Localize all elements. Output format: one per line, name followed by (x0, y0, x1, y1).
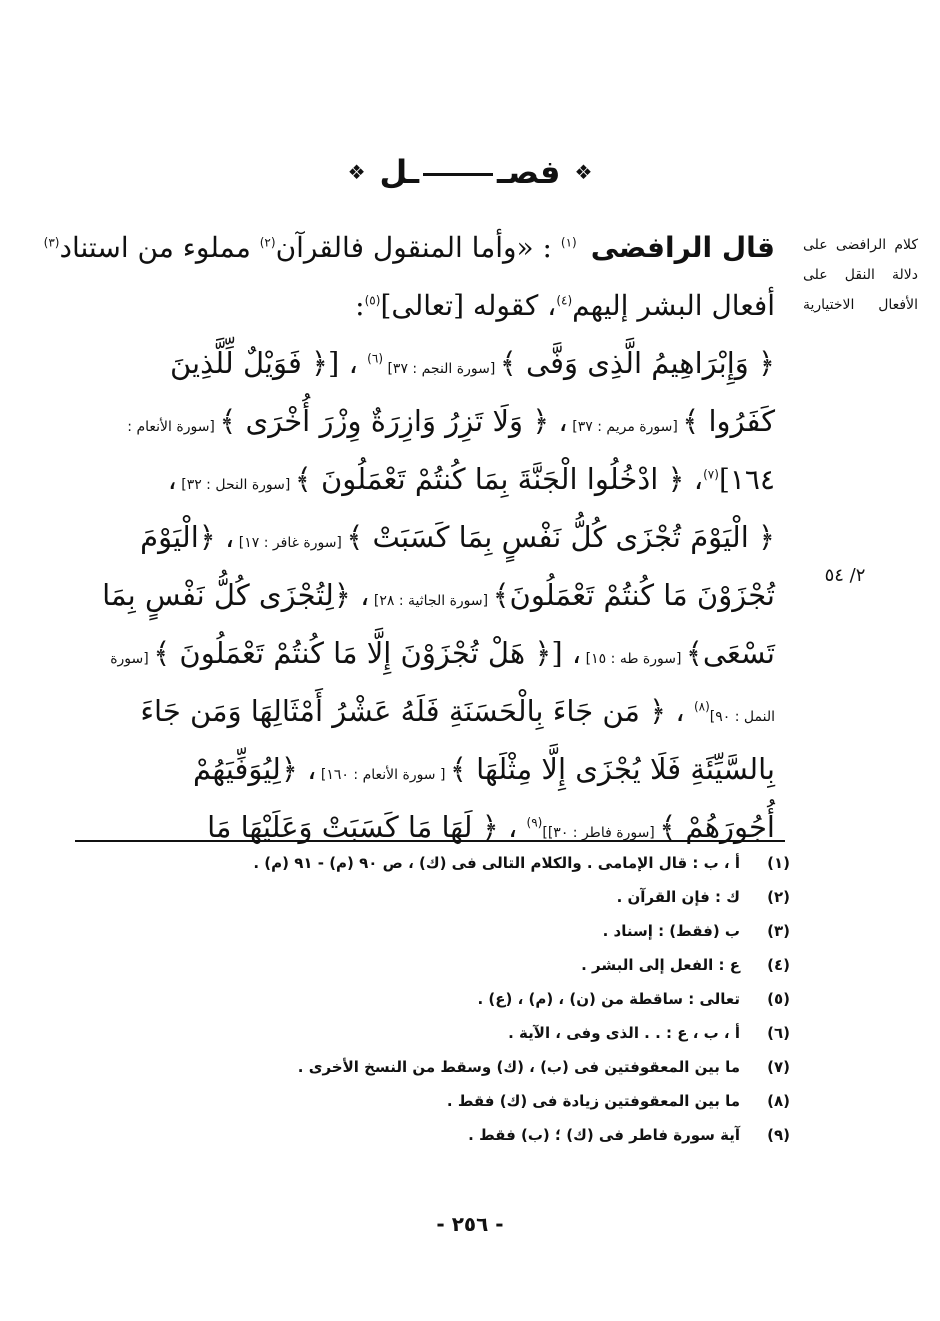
quran-verse: ، ﴿ ادْخُلُوا الْجَنَّةَ بِمَا كُنتُمْ تَعْمَلُونَ ﴾ (294, 462, 704, 496)
footnote-number: (٥) (767, 990, 790, 1008)
footnote-item (100, 948, 790, 982)
text-span: أفعال البشر إليهم (572, 288, 775, 322)
quran-verse: ، [﴿ فَوَيْلٌ لِّلَّذِينَ (169, 346, 368, 380)
footnote-text: أ ، ب : قال الإمامى . والكلام التالى فى (ك) ، ص ٩٠ (م) - ٩١ (م) . (253, 854, 740, 872)
margin-note: كلام الرافضى على دلالة النقل على الأفعال الاختيارية (803, 237, 918, 313)
footnote-number: (٤) (767, 956, 790, 974)
footnote-marker: (٨) (693, 699, 710, 714)
verse-reference: [سورة النحل : ٣٢] (176, 477, 295, 493)
footnote-marker: (٩) (526, 815, 543, 830)
quran-verse: ، [﴿ هَلْ تُجْزَوْنَ إِلَّا مَا كُنتُمْ تَعْمَلُونَ ﴾ (153, 636, 582, 670)
footnote-marker: (١) (560, 235, 577, 250)
margin-page-reference: ٢/ ٥٤ (824, 565, 866, 586)
speaker-label: قال الرافضى (590, 230, 775, 264)
text-line (85, 566, 775, 624)
quran-verse: تَسْعَى﴾ (685, 636, 775, 670)
section-title: فصــل (379, 153, 561, 191)
footnote-marker: (٥) (364, 293, 381, 308)
quran-verse: ، ﴿الْيَوْمَ (140, 520, 235, 554)
ornament-right-icon: ❖ (574, 160, 593, 184)
text-span: : «وأما المنقول فالقرآن (275, 230, 561, 264)
verse-reference: [سورة طه : ١٥] (581, 651, 686, 667)
footnote-marker: (٢) (259, 235, 276, 250)
footnote-item (100, 914, 790, 948)
footnote-text: أ ، ب ، ع : . . الذى وفى ، الآية . (508, 1024, 740, 1042)
footnote-marker: (٤) (556, 293, 573, 308)
footnote-number: (٦) (767, 1024, 790, 1042)
text-line (85, 276, 775, 334)
quran-verse: أُجُورَهُمْ ﴾ (659, 810, 775, 844)
text-span: مملوء من استناد (59, 230, 260, 264)
footnote-item (100, 846, 790, 880)
quran-verse: ، ﴿ مَن جَاءَ بِالْحَسَنَةِ فَلَهُ عَشْرُ أَمْثَالِهَا وَمَن جَاءَ (140, 694, 694, 728)
text-line (85, 508, 775, 566)
verse-reference: [سورة (110, 651, 154, 667)
verse-reference: [سورة الأنعام : (127, 419, 220, 435)
verse-reference: [سورة الجاثية : ٢٨] (369, 593, 493, 609)
main-text (43, 218, 775, 856)
ornament-left-icon: ❖ (347, 160, 366, 184)
footnote-text: تعالى : ساقطة من (ن) ، (م) ، (ع) . (477, 990, 740, 1008)
verse-reference: [سورة فاطر : ٣٠]] (542, 825, 660, 841)
text-line (85, 334, 775, 392)
footnote-item (100, 1050, 790, 1084)
quran-verse: تُجْزَوْنَ مَا كُنتُمْ تَعْمَلُونَ﴾ (492, 578, 775, 612)
text-line (85, 392, 775, 450)
footnotes (100, 846, 790, 1152)
text-line (85, 740, 775, 798)
footnote-number: (٧) (767, 1058, 790, 1076)
verse-reference: [سورة مريم : ٣٧] (567, 419, 683, 435)
verse-reference: [ سورة الأنعام : ١٦٠] (316, 767, 450, 783)
footnote-number: (٨) (767, 1092, 790, 1110)
quran-verse: ﴿ الْيَوْمَ تُجْزَى كُلُّ نَفْسٍ بِمَا كَسَبَتْ ﴾ (346, 520, 775, 554)
quran-verse: ، ﴿ وَلَا تَزِرُ وَازِرَةٌ وِزْرَ أُخْرَى ﴾ (219, 404, 568, 438)
footnote-marker: (٧) (703, 467, 719, 482)
quran-verse: كَفَرُوا ﴾ (682, 404, 775, 438)
quran-verse: ﴿ وَإِبْرَاهِيمُ الَّذِى وَفَّى ﴾ (499, 346, 775, 380)
footnote-text: ما بين المعقوفتين فى (ب) ، (ك) وسقط من النسخ الأخرى . (297, 1058, 740, 1076)
footnote-number: (٣) (767, 922, 790, 940)
footnote-item (100, 880, 790, 914)
footnote-text: ب (فقط) : إسناد . (602, 922, 740, 940)
footnote-text: ك : فإن القرآن . (616, 888, 740, 906)
footnote-marker: (٦) (367, 351, 383, 366)
footnote-text: ع : الفعل إلى البشر . (581, 956, 740, 974)
text-line (85, 450, 775, 508)
text-line (85, 682, 775, 740)
text-span: : (355, 288, 365, 322)
footnote-item (100, 982, 790, 1016)
text-span: ، كقوله [تعالى] (380, 288, 557, 322)
footnote-marker: (٣) (43, 235, 60, 250)
footnote-item (100, 1084, 790, 1118)
footnote-item (100, 1118, 790, 1152)
verse-reference: [سورة النجم : ٣٧] (383, 361, 500, 377)
footnote-text: ما بين المعقوفتين زيادة فى (ك) فقط . (446, 1092, 740, 1110)
text-line (85, 624, 775, 682)
quran-verse: بِالسَّيِّئَةِ فَلَا يُجْزَى إِلَّا مِثْلَهَا ﴾ (449, 752, 775, 786)
footnote-number: (٩) (767, 1126, 790, 1144)
text-line (43, 218, 775, 276)
section-heading (0, 150, 940, 194)
text-span: ، (167, 463, 177, 496)
quran-verse: ، ﴿لِتُجْزَى كُلُّ نَفْسٍ بِمَا (102, 578, 370, 612)
quran-verse: ، ﴿لِيُوَفِّيَهُمْ (193, 752, 317, 786)
footnote-item (100, 1016, 790, 1050)
text-span: ١٦٤] (718, 463, 775, 496)
footnote-number: (٢) (767, 888, 790, 906)
verse-reference: [سورة غافر : ١٧] (234, 535, 347, 551)
footnote-number: (١) (767, 854, 790, 872)
page-number: - ٢٥٦ - (436, 1212, 504, 1236)
footnote-text: آية سورة فاطر فى (ك) ؛ (ب) فقط . (468, 1126, 740, 1144)
verse-reference: النمل : ٩٠] (709, 709, 775, 725)
footnote-divider (75, 840, 785, 842)
quran-verse: ، ﴿ لَهَا مَا كَسَبَتْ وَعَلَيْهَا مَا (207, 810, 527, 844)
